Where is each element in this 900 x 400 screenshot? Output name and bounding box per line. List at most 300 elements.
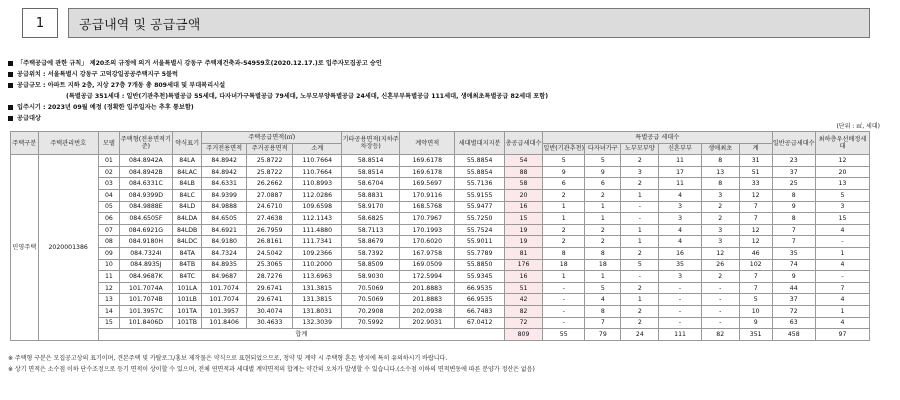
cell-common: 29.6741 — [246, 294, 293, 306]
cell-mc: 1 — [585, 213, 621, 225]
th-general-supply: 일반공급세대수 — [772, 132, 815, 155]
cell-el: - — [621, 201, 659, 213]
cell-excl: 84.6331 — [202, 178, 246, 190]
cell-excl: 84.9888 — [202, 201, 246, 213]
info-location: 공급위치 : 서울특별시 강동구 고덕강일공공주택지구 5블럭 — [8, 69, 893, 80]
cell-sub: 112.1143 — [293, 213, 342, 225]
cell-mc: 1 — [585, 271, 621, 283]
th-other-common: 기타공용면적(지하주차장등) — [342, 132, 400, 155]
table-row — [11, 305, 870, 317]
cell-model: 10 — [98, 259, 119, 271]
cell-other: 58.8831 — [342, 189, 400, 201]
cell-type: 084.9180H — [119, 236, 172, 248]
table-row — [11, 282, 870, 294]
cell-nw: 17 — [659, 166, 701, 178]
total-g: 55 — [543, 329, 585, 341]
cell-el: - — [621, 213, 659, 225]
cell-sp: 7 — [739, 201, 772, 213]
cell-type: 084.6921G — [119, 224, 172, 236]
th-land-share: 세대별대지지분 — [455, 132, 505, 155]
cell-low: 12 — [815, 155, 869, 167]
cell-abbr: 101TA — [172, 305, 202, 317]
cell-gen: 35 — [772, 247, 815, 259]
cell-ft: - — [701, 305, 739, 317]
cell-total: 82 — [504, 305, 542, 317]
cell-nw: 16 — [659, 247, 701, 259]
cell-low: 4 — [815, 317, 869, 329]
th-subtotal: 소계 — [293, 143, 342, 155]
cell-el: 1 — [621, 189, 659, 201]
cell-contract: 170.1993 — [400, 224, 455, 236]
cell-nw: 3 — [659, 213, 701, 225]
total-mc: 79 — [585, 329, 621, 341]
cell-low: - — [815, 271, 869, 283]
cell-model: 03 — [98, 178, 119, 190]
cell-total: 54 — [504, 155, 542, 167]
th-sp-firsttime: 생애최초 — [701, 143, 739, 155]
cell-el: 2 — [621, 282, 659, 294]
cell-low: - — [815, 236, 869, 248]
cell-contract: 172.5994 — [400, 271, 455, 283]
th-housing-model: 주택형(전용면적기준) — [119, 132, 172, 155]
cell-gen: 9 — [772, 201, 815, 213]
cell-type: 084.8942B — [119, 166, 172, 178]
th-sp-newlywed: 신혼부부 — [659, 143, 701, 155]
total-label: 합계 — [98, 329, 504, 341]
cell-land: 55.7250 — [455, 213, 505, 225]
cell-el: 1 — [621, 236, 659, 248]
cell-sp: 33 — [739, 178, 772, 190]
cell-low: 15 — [815, 213, 869, 225]
cell-abbr: 84LC — [172, 189, 202, 201]
cell-gen: 37 — [772, 294, 815, 306]
square-bullet-icon — [8, 83, 13, 88]
cell-other: 58.9170 — [342, 201, 400, 213]
cell-other: 70.5069 — [342, 294, 400, 306]
cell-sub: 109.2366 — [293, 247, 342, 259]
cell-mc: 6 — [585, 178, 621, 190]
cell-gen: 9 — [772, 271, 815, 283]
cell-sub: 109.6598 — [293, 201, 342, 213]
cell-nw: 35 — [659, 259, 701, 271]
cell-ft: 8 — [701, 155, 739, 167]
cell-common: 25.8722 — [246, 166, 293, 178]
cell-ft: 3 — [701, 189, 739, 201]
cell-sub: 111.7341 — [293, 236, 342, 248]
cell-type: 084.7324I — [119, 247, 172, 259]
cell-model: 01 — [98, 155, 119, 167]
cell-nw: 4 — [659, 189, 701, 201]
total-el: 24 — [621, 329, 659, 341]
th-abbr: 약식표기 — [172, 132, 202, 155]
cell-low: 1 — [815, 305, 869, 317]
total-low: 97 — [815, 329, 869, 341]
cell-sub: 110.7664 — [293, 155, 342, 167]
cell-mc: 5 — [585, 155, 621, 167]
cell-excl: 84.8942 — [202, 166, 246, 178]
cell-el: 1 — [621, 294, 659, 306]
cell-ft: - — [701, 282, 739, 294]
cell-total: 16 — [504, 271, 542, 283]
housing-type-cell: 민영주택 — [11, 155, 39, 341]
cell-common: 27.4638 — [246, 213, 293, 225]
cell-excl: 101.8406 — [202, 317, 246, 329]
cell-el: 2 — [621, 178, 659, 190]
cell-type: 101.8406D — [119, 317, 172, 329]
cell-low: 1 — [815, 247, 869, 259]
cell-excl: 84.8935 — [202, 259, 246, 271]
cell-land: 55.7136 — [455, 178, 505, 190]
cell-type: 084.8935J — [119, 259, 172, 271]
cell-sp: 51 — [739, 166, 772, 178]
cell-g: 18 — [543, 259, 585, 271]
cell-gen: 72 — [772, 305, 815, 317]
cell-type: 101.3957C — [119, 305, 172, 317]
th-exclusive: 주거전용면적 — [202, 143, 246, 155]
cell-nw: 3 — [659, 271, 701, 283]
cell-ft: 8 — [701, 178, 739, 190]
cell-common: 26.7959 — [246, 224, 293, 236]
cell-contract: 169.6178 — [400, 155, 455, 167]
cell-g: - — [543, 294, 585, 306]
cell-contract: 202.9031 — [400, 317, 455, 329]
cell-land: 55.7789 — [455, 247, 505, 259]
cell-contract: 169.5697 — [400, 178, 455, 190]
cell-low: 13 — [815, 178, 869, 190]
cell-common: 29.6741 — [246, 282, 293, 294]
table-row — [11, 236, 870, 248]
cell-gen: 8 — [772, 213, 815, 225]
cell-g: 2 — [543, 236, 585, 248]
cell-ft: - — [701, 294, 739, 306]
cell-gen: 74 — [772, 259, 815, 271]
cell-model: 04 — [98, 189, 119, 201]
cell-sub: 112.0286 — [293, 189, 342, 201]
cell-sub: 131.3815 — [293, 294, 342, 306]
th-model: 모델 — [98, 132, 119, 155]
cell-abbr: 84LB — [172, 178, 202, 190]
cell-low: 4 — [815, 259, 869, 271]
cell-gen: 63 — [772, 317, 815, 329]
cell-abbr: 101LB — [172, 294, 202, 306]
cell-type: 084.9687K — [119, 271, 172, 283]
square-bullet-icon — [8, 72, 13, 77]
cell-model: 08 — [98, 236, 119, 248]
cell-other: 58.8509 — [342, 259, 400, 271]
cell-g: 1 — [543, 201, 585, 213]
cell-type: 084.6505F — [119, 213, 172, 225]
cell-g: 9 — [543, 166, 585, 178]
cell-model: 06 — [98, 213, 119, 225]
total-ft: 82 — [701, 329, 739, 341]
cell-land: 55.7524 — [455, 224, 505, 236]
cell-sub: 113.6963 — [293, 271, 342, 283]
cell-nw: 3 — [659, 201, 701, 213]
cell-ft: - — [701, 317, 739, 329]
cell-excl: 84.6505 — [202, 213, 246, 225]
table-row — [11, 259, 870, 271]
cell-land: 55.8854 — [455, 166, 505, 178]
cell-model: 12 — [98, 282, 119, 294]
cell-abbr: 101TB — [172, 317, 202, 329]
cell-abbr: 84LAC — [172, 166, 202, 178]
notes — [8, 353, 893, 375]
cell-g: - — [543, 317, 585, 329]
unit-label: (단위 : ㎡, 세대) — [836, 123, 880, 130]
cell-contract: 167.9758 — [400, 247, 455, 259]
cell-mc: 2 — [585, 189, 621, 201]
cell-mc: 8 — [585, 247, 621, 259]
cell-excl: 84.9687 — [202, 271, 246, 283]
th-special-group: 특별공급 세대수 — [543, 132, 773, 144]
cell-sp: 10 — [739, 305, 772, 317]
cell-total: 16 — [504, 201, 542, 213]
cell-model: 14 — [98, 305, 119, 317]
cell-contract: 201.8883 — [400, 294, 455, 306]
cell-sp: 9 — [739, 317, 772, 329]
cell-sp: 12 — [739, 236, 772, 248]
info-special-supply: (특별공급 351세대 : 일반(기관추천)특별공급 55세대, 다자녀가구특별공급 79세대, 노부모부양특별공급 24세대, 신혼부부특별공급 111세대, 생애최초특별공급 82세대 포함) — [66, 93, 549, 100]
cell-g: 1 — [543, 213, 585, 225]
cell-abbr: 101LA — [172, 282, 202, 294]
cell-nw: 11 — [659, 155, 701, 167]
total-row — [11, 329, 870, 341]
cell-excl: 84.9399 — [202, 189, 246, 201]
cell-common: 30.4074 — [246, 305, 293, 317]
cell-sub: 131.8031 — [293, 305, 342, 317]
info-move-in: 입주시기 : 2023년 09월 예정 (정확한 입주일자는 추후 통보함) — [8, 102, 893, 113]
cell-total: 58 — [504, 178, 542, 190]
cell-g: 8 — [543, 247, 585, 259]
table-row — [11, 189, 870, 201]
cell-mc: 1 — [585, 201, 621, 213]
th-common: 주거공용면적 — [246, 143, 293, 155]
cell-excl: 84.8942 — [202, 155, 246, 167]
total-sp: 351 — [739, 329, 772, 341]
cell-total: 42 — [504, 294, 542, 306]
cell-mc: 9 — [585, 166, 621, 178]
cell-abbr: 84LDA — [172, 213, 202, 225]
cell-excl: 101.7074 — [202, 282, 246, 294]
th-sp-multichild: 다자녀가구 — [585, 143, 621, 155]
cell-contract: 170.9116 — [400, 189, 455, 201]
cell-nw: - — [659, 305, 701, 317]
cell-sub: 111.4880 — [293, 224, 342, 236]
cell-model: 13 — [98, 294, 119, 306]
cell-excl: 101.3957 — [202, 305, 246, 317]
cell-contract: 168.5768 — [400, 201, 455, 213]
cell-land: 55.9345 — [455, 271, 505, 283]
cell-el: - — [621, 271, 659, 283]
cell-gen: 37 — [772, 166, 815, 178]
cell-common: 28.7276 — [246, 271, 293, 283]
cell-gen: 8 — [772, 189, 815, 201]
cell-other: 70.5069 — [342, 282, 400, 294]
cell-contract: 170.7967 — [400, 213, 455, 225]
cell-mc: 7 — [585, 317, 621, 329]
cell-gen: 7 — [772, 224, 815, 236]
cell-total: 72 — [504, 317, 542, 329]
total-total: 809 — [504, 329, 542, 341]
cell-model: 02 — [98, 166, 119, 178]
cell-mc: 4 — [585, 294, 621, 306]
cell-abbr: 84LDC — [172, 236, 202, 248]
table-row — [11, 201, 870, 213]
cell-other: 58.7392 — [342, 247, 400, 259]
cell-sp: 12 — [739, 189, 772, 201]
cell-other: 58.6704 — [342, 178, 400, 190]
cell-other: 58.7113 — [342, 224, 400, 236]
cell-excl: 84.9180 — [202, 236, 246, 248]
cell-ft: 26 — [701, 259, 739, 271]
info-block — [8, 58, 893, 124]
cell-g: - — [543, 282, 585, 294]
cell-mc: 2 — [585, 224, 621, 236]
table-row — [11, 178, 870, 190]
cell-g: 6 — [543, 178, 585, 190]
cell-total: 15 — [504, 213, 542, 225]
section-number: 1 — [22, 8, 58, 38]
cell-type: 084.9888E — [119, 201, 172, 213]
cell-mc: 2 — [585, 236, 621, 248]
cell-contract: 170.6020 — [400, 236, 455, 248]
cell-common: 24.5042 — [246, 247, 293, 259]
cell-sub: 110.2000 — [293, 259, 342, 271]
section-header — [22, 8, 870, 38]
cell-common: 30.4633 — [246, 317, 293, 329]
note-type: ※ 주택형 구분은 모집공고상의 표기이며, 견본주택 및 카탈로그/홍보 제작물은 약식으로 표현되었으므로, 청약 및 계약 시 주택형 혼돈 방지에 특히 유의하시기 바랍니다. — [8, 355, 448, 362]
cell-mc: 5 — [585, 282, 621, 294]
cell-total: 51 — [504, 282, 542, 294]
cell-land: 66.7483 — [455, 305, 505, 317]
cell-el: 3 — [621, 166, 659, 178]
square-bullet-icon — [8, 61, 13, 66]
cell-total: 88 — [504, 166, 542, 178]
cell-ft: 3 — [701, 224, 739, 236]
table-row — [11, 224, 870, 236]
cell-common: 24.6710 — [246, 201, 293, 213]
cell-total: 176 — [504, 259, 542, 271]
cell-gen: 23 — [772, 155, 815, 167]
th-total-units: 총공급세대수 — [504, 132, 542, 155]
cell-type: 084.8942A — [119, 155, 172, 167]
cell-gen: 44 — [772, 282, 815, 294]
cell-ft: 3 — [701, 236, 739, 248]
cell-sp: 7 — [739, 282, 772, 294]
cell-low: 20 — [815, 166, 869, 178]
cell-nw: 4 — [659, 236, 701, 248]
cell-low: 5 — [815, 189, 869, 201]
table-row — [11, 213, 870, 225]
cell-g: 2 — [543, 189, 585, 201]
cell-sp: 7 — [739, 213, 772, 225]
cell-low: 4 — [815, 294, 869, 306]
cell-gen: 7 — [772, 236, 815, 248]
cell-ft: 2 — [701, 201, 739, 213]
cell-g: 5 — [543, 155, 585, 167]
cell-model: 15 — [98, 317, 119, 329]
th-sp-general: 일반(기관추천) — [543, 143, 585, 155]
cell-ft: 2 — [701, 271, 739, 283]
cell-common: 25.8722 — [246, 155, 293, 167]
cell-total: 20 — [504, 189, 542, 201]
cell-type: 084.6331C — [119, 178, 172, 190]
cell-contract: 202.0938 — [400, 305, 455, 317]
cell-land: 66.9535 — [455, 294, 505, 306]
cell-low: 7 — [815, 282, 869, 294]
cell-land: 55.8850 — [455, 259, 505, 271]
cell-el: 2 — [621, 317, 659, 329]
cell-sp: 46 — [739, 247, 772, 259]
cell-sp: 7 — [739, 271, 772, 283]
cell-nw: - — [659, 317, 701, 329]
cell-ft: 13 — [701, 166, 739, 178]
cell-land: 66.9535 — [455, 282, 505, 294]
cell-contract: 201.8883 — [400, 282, 455, 294]
cell-sp: 102 — [739, 259, 772, 271]
th-housing-type: 주택구분 — [11, 132, 39, 155]
cell-el: 2 — [621, 155, 659, 167]
cell-abbr: 84TA — [172, 247, 202, 259]
cell-low: 3 — [815, 201, 869, 213]
cell-ft: 12 — [701, 247, 739, 259]
cell-el: 2 — [621, 305, 659, 317]
info-target: 공급대상 — [8, 113, 893, 124]
cell-abbr: 84TB — [172, 259, 202, 271]
cell-common: 27.0887 — [246, 189, 293, 201]
cell-other: 58.8514 — [342, 166, 400, 178]
cell-abbr: 84LD — [172, 201, 202, 213]
cell-model: 11 — [98, 271, 119, 283]
cell-other: 70.5992 — [342, 317, 400, 329]
th-min-priority: 최하층우선배정세대 — [815, 132, 869, 155]
cell-contract: 169.0509 — [400, 259, 455, 271]
cell-abbr: 84TC — [172, 271, 202, 283]
cell-el: 5 — [621, 259, 659, 271]
cell-el: 2 — [621, 247, 659, 259]
cell-mc: 8 — [585, 305, 621, 317]
cell-ft: 2 — [701, 213, 739, 225]
cell-land: 55.9155 — [455, 189, 505, 201]
th-contract-area: 계약면적 — [400, 132, 455, 155]
cell-model: 09 — [98, 247, 119, 259]
cell-other: 58.8514 — [342, 155, 400, 167]
th-supply-area: 주택공급면적(㎡) — [202, 132, 342, 144]
cell-sp: 5 — [739, 294, 772, 306]
section-title: 공급내역 및 공급금액 — [68, 8, 870, 38]
square-bullet-icon — [8, 116, 13, 121]
cell-sub: 131.3815 — [293, 282, 342, 294]
cell-abbr: 84LA — [172, 155, 202, 167]
th-sp-total: 계 — [739, 143, 772, 155]
cell-sub: 132.3039 — [293, 317, 342, 329]
total-nw: 111 — [659, 329, 701, 341]
cell-model: 05 — [98, 201, 119, 213]
cell-excl: 84.7324 — [202, 247, 246, 259]
table-row — [11, 166, 870, 178]
cell-nw: 11 — [659, 178, 701, 190]
cell-other: 70.2908 — [342, 305, 400, 317]
cell-el: 1 — [621, 224, 659, 236]
supply-table — [10, 131, 870, 341]
cell-low: 4 — [815, 224, 869, 236]
cell-sub: 110.7664 — [293, 166, 342, 178]
cell-total: 81 — [504, 247, 542, 259]
cell-nw: - — [659, 294, 701, 306]
cell-type: 084.9399D — [119, 189, 172, 201]
cell-type: 101.7074A — [119, 282, 172, 294]
cell-excl: 84.6921 — [202, 224, 246, 236]
